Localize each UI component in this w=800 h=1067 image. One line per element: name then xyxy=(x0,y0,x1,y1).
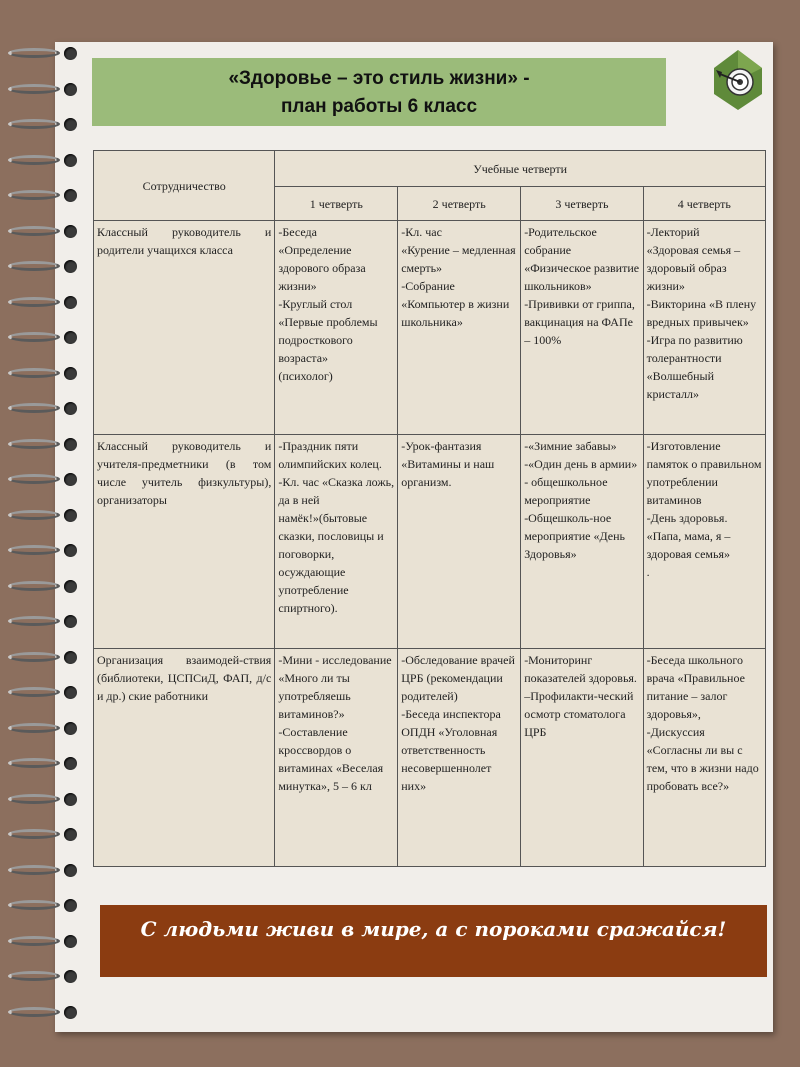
header-quarter-2: 2 четверть xyxy=(398,187,521,221)
cell-line: -Изготовление памяток о правильном употреблении витаминов xyxy=(646,439,762,507)
partner-cell: Классный руководитель и учителя-предметники (в том числе учитель физкультуры), организаторы xyxy=(94,435,275,649)
cell-line: «Физическое развитие школьников» xyxy=(524,261,640,293)
spiral-ring-icon xyxy=(8,930,68,952)
cell-line: -Кл. час «Сказка ложь, да в ней намёк!»(бытовые сказки, пословицы и поговорки, осуждающие употребление спиртного). xyxy=(278,475,395,615)
quarter-cell xyxy=(398,221,521,435)
cell-line: -Дискуссия «Согласны ли вы с тем, что в жизни надо пробовать все?» xyxy=(646,725,759,793)
quarter-cell xyxy=(643,435,765,649)
quarter-cell xyxy=(521,649,643,867)
spiral-ring-icon xyxy=(8,823,68,845)
cell-line: (психолог) xyxy=(278,369,333,383)
spiral-ring-icon xyxy=(8,220,68,242)
spiral-ring-icon xyxy=(8,539,68,561)
cell-line: . xyxy=(646,565,650,579)
cell-line: «Курение – медленная смерть» xyxy=(401,243,516,275)
title-line-2: план работы 6 класс xyxy=(280,96,478,117)
spiral-ring-icon xyxy=(8,717,68,739)
spiral-ring-icon xyxy=(8,362,68,384)
cell-line: «Здоровая семья – здоровый образ жизни» xyxy=(646,243,741,293)
table-row xyxy=(94,435,766,649)
cell-line: -Прививки от гриппа, вакцинация на ФАПе – 100% xyxy=(524,297,635,347)
spiral-ring-icon xyxy=(8,681,68,703)
spiral-ring-icon xyxy=(8,788,68,810)
motto-text: С людьми живи в мире, а с пороками сражайся! xyxy=(140,917,727,941)
cell-line: -Кл. час xyxy=(401,225,442,239)
cell-line: -Игра по развитию толерантности «Волшебный кристалл» xyxy=(646,333,743,401)
page-title xyxy=(92,58,666,126)
cell-line: -Собрание xyxy=(401,279,455,293)
quarter-cell xyxy=(398,435,521,649)
spiral-ring-icon xyxy=(8,149,68,171)
cell-line: -Мини - исследование «Много ли ты употребляешь витаминов?» xyxy=(278,653,392,721)
quarter-cell xyxy=(521,435,643,649)
cell-line: -Викторина «В плену вредных привычек» xyxy=(646,297,757,329)
spiral-ring-icon xyxy=(8,184,68,206)
header-quarter-1: 1 четверть xyxy=(275,187,398,221)
cell-line: -Составление кроссвордов о витаминах «Веселая минутка», 5 – 6 кл xyxy=(278,725,384,793)
work-plan-table xyxy=(93,150,766,867)
cell-line: -Урок-фантазия «Витамины и наш организм. xyxy=(401,439,495,489)
header-partners: Сотрудничество xyxy=(94,151,275,221)
spiral-ring-icon xyxy=(8,646,68,668)
partner-cell: Организация взаимодей-ствия (библиотеки, ЦСПСиД, ФАП, д/с и др.) ские работники xyxy=(94,649,275,867)
cell-line: -Лекторий xyxy=(646,225,700,239)
archery-target-icon xyxy=(712,48,764,112)
table-row xyxy=(94,221,766,435)
cell-line: «Определение здорового образа жизни» xyxy=(278,243,366,293)
cell-line: -Круглый стол «Первые проблемы подросткового возраста» xyxy=(278,297,378,365)
cell-line: «Компьютер в жизни школьника» xyxy=(401,297,510,329)
cell-line: -День здоровья. «Папа, мама, я – здоровая семья» xyxy=(646,511,731,561)
quarter-cell xyxy=(398,649,521,867)
quarter-cell xyxy=(643,649,765,867)
cell-line: -«Зимние забавы» xyxy=(524,439,617,453)
header-quarter-4: 4 четверть xyxy=(643,187,765,221)
spiral-ring-icon xyxy=(8,468,68,490)
spiral-ring-icon xyxy=(8,894,68,916)
spiral-binding xyxy=(0,0,90,1067)
title-line-1: «Здоровье – это стиль жизни» - xyxy=(228,68,530,89)
table-row xyxy=(94,649,766,867)
cell-line: -Беседа инспектора ОПДН «Уголовная ответственность несовершеннолет них» xyxy=(401,707,501,793)
spiral-ring-icon xyxy=(8,433,68,455)
header-quarter-3: 3 четверть xyxy=(521,187,643,221)
quarter-cell xyxy=(643,221,765,435)
cell-line: -Общешколь-ное мероприятие «День Здоровья» xyxy=(524,511,626,561)
cell-line: -Мониторинг показателей здоровья. –Профилакти-ческий осмотр стоматолога ЦРБ xyxy=(524,653,637,739)
spiral-ring-icon xyxy=(8,752,68,774)
spiral-ring-icon xyxy=(8,113,68,135)
cell-line: -Беседа школьного врача «Правильное питание – залог здоровья», xyxy=(646,653,745,721)
spiral-ring-icon xyxy=(8,78,68,100)
header-quarters-group: Учебные четверти xyxy=(275,151,766,187)
spiral-ring-icon xyxy=(8,965,68,987)
spiral-ring-icon xyxy=(8,397,68,419)
spiral-ring-icon xyxy=(8,859,68,881)
quarter-cell xyxy=(275,649,398,867)
cell-line: -Беседа xyxy=(278,225,317,239)
spiral-ring-icon xyxy=(8,575,68,597)
spiral-ring-icon xyxy=(8,42,68,64)
quarter-cell xyxy=(275,221,398,435)
quarter-cell xyxy=(521,221,643,435)
spiral-ring-icon xyxy=(8,504,68,526)
spiral-ring-icon xyxy=(8,255,68,277)
cell-line: -«Один день в армии» - общешкольное мероприятие xyxy=(524,457,638,507)
spiral-ring-icon xyxy=(8,326,68,348)
spiral-ring-icon xyxy=(8,610,68,632)
partner-cell: Классный руководитель и родители учащихся класса xyxy=(94,221,275,435)
cell-line: -Обследование врачей ЦРБ (рекомендации родителей) xyxy=(401,653,515,703)
quarter-cell xyxy=(275,435,398,649)
cell-line: -Родительское собрание xyxy=(524,225,597,257)
spiral-ring-icon xyxy=(8,291,68,313)
cell-line: -Праздник пяти олимпийских колец. xyxy=(278,439,382,471)
spiral-ring-icon xyxy=(8,1001,68,1023)
motto-banner xyxy=(100,905,767,977)
